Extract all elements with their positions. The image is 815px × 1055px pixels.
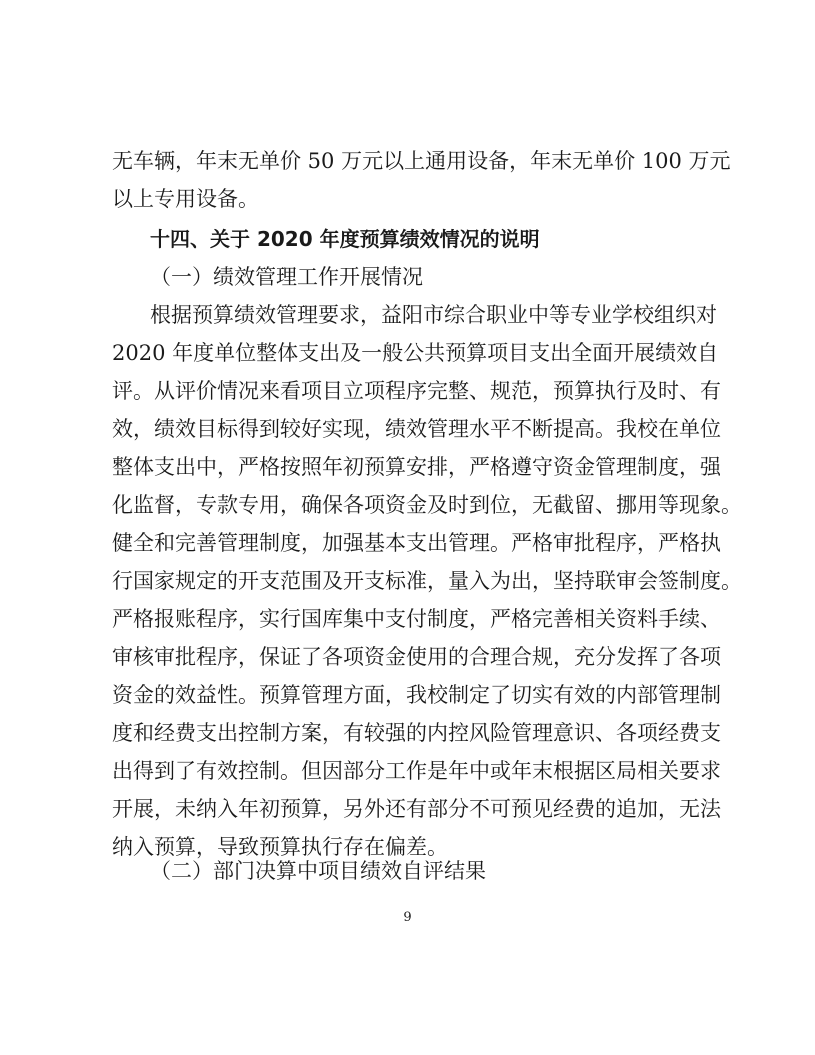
body-line-4: 效，绩效目标得到较好实现，绩效管理水平不断提高。我校在单位 <box>112 417 721 441</box>
body-line-8: 行国家规定的开支范围及开支标准，量入为出，坚持联审会签制度。 <box>112 569 742 593</box>
body-line-3: 评。从评价情况来看项目立项程序完整、规范，预算执行及时、有 <box>112 379 721 403</box>
subsection-heading-1: （一）绩效管理工作开展情况 <box>150 265 423 289</box>
page-number: 9 <box>403 910 412 925</box>
subsection-heading-2: （二）部门决算中项目绩效自评结果 <box>150 859 486 883</box>
body-line-12: 度和经费支出控制方案，有较强的内控风险管理意识、各项经费支 <box>112 721 721 745</box>
body-line-5: 整体支出中，严格按照年初预算安排，严格遵守资金管理制度，强 <box>112 455 721 479</box>
body-line-6: 化监督，专款专用，确保各项资金及时到位，无截留、挪用等现象。 <box>112 493 742 517</box>
body-line-11: 资金的效益性。预算管理方面，我校制定了切实有效的内部管理制 <box>112 683 721 707</box>
body-line-10: 审核审批程序，保证了各项资金使用的合理合规，充分发挥了各项 <box>112 645 721 669</box>
body-line-1: 根据预算绩效管理要求，益阳市综合职业中等专业学校组织对 <box>150 303 717 327</box>
body-line-2: 2020 年度单位整体支出及一般公共预算项目支出全面开展绩效自 <box>112 341 719 365</box>
carryover-line-1: 无车辆，年末无单价 50 万元以上通用设备，年末无单价 100 万元 <box>112 149 731 173</box>
body-line-14: 开展，未纳入年初预算，另外还有部分不可预见经费的追加，无法 <box>112 797 721 821</box>
body-line-7: 健全和完善管理制度，加强基本支出管理。严格审批程序，严格执 <box>112 531 721 555</box>
section-heading: 十四、关于 2020 年度预算绩效情况的说明 <box>150 227 540 251</box>
body-line-15: 纳入预算，导致预算执行存在偏差。 <box>112 835 448 859</box>
body-line-13: 出得到了有效控制。但因部分工作是年中或年末根据区局相关要求 <box>112 759 721 783</box>
body-line-9: 严格报账程序，实行国库集中支付制度，严格完善相关资料手续、 <box>112 607 721 631</box>
carryover-line-2: 以上专用设备。 <box>112 187 259 211</box>
